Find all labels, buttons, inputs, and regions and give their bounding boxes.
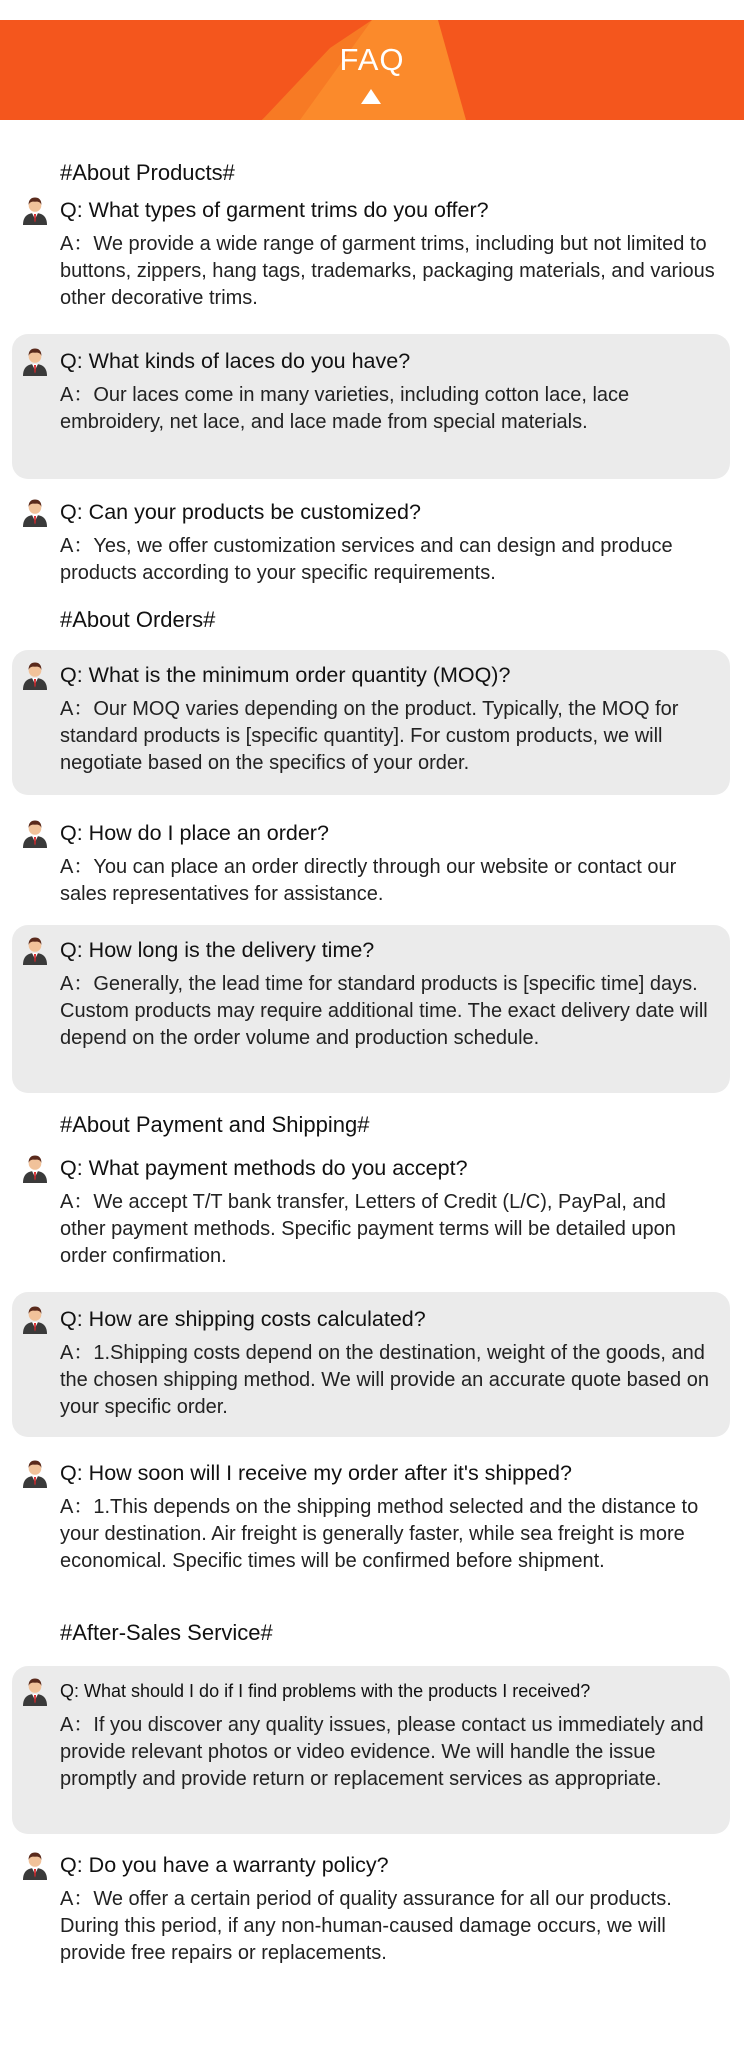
section-title-after-sales: #After-Sales Service# — [60, 1620, 273, 1645]
faq-answer: A：We provide a wide range of garment trims, including but not limited to buttons, zippers, hang tags, trademarks, packaging materials, and various other decorative trims. — [60, 233, 715, 309]
faq-answer: A：If you discover any quality issues, please contact us immediately and provide relevant photos or video evidence. We will handle the issue promptly and provide return or replacement services as appropriate. — [60, 1714, 704, 1790]
faq-question: Q: What payment methods do you accept? — [60, 1156, 468, 1180]
faq-item — [12, 334, 730, 479]
triangle-up-icon — [361, 89, 381, 104]
faq-answer: A：We accept T/T bank transfer, Letters of Credit (L/C), PayPal, and other payment methods. Specific payment terms will be detailed upon order confirmation. — [60, 1191, 676, 1267]
customer-service-avatar-icon — [20, 935, 50, 965]
faq-question: Q: Can your products be customized? — [60, 500, 421, 524]
page-title: FAQ — [339, 42, 405, 77]
faq-question: Q: What kinds of laces do you have? — [60, 349, 411, 373]
customer-service-avatar-icon — [20, 1304, 50, 1334]
faq-question: Q: How do I place an order? — [60, 821, 329, 845]
faq-question: Q: What is the minimum order quantity (MOQ)? — [60, 663, 511, 687]
faq-answer: A：We offer a certain period of quality assurance for all our products. During this period, if any non-human-caused damage occurs, we will provide free repairs or replacements. — [60, 1888, 672, 1964]
faq-item — [12, 815, 730, 915]
section-title-products: #About Products# — [60, 160, 235, 185]
faq-item — [12, 1847, 730, 1977]
customer-service-avatar-icon — [20, 1850, 50, 1880]
faq-item — [12, 925, 730, 1093]
customer-service-avatar-icon — [20, 1458, 50, 1488]
faq-item — [12, 190, 730, 320]
customer-service-avatar-icon — [20, 818, 50, 848]
faq-answer: A：Our laces come in many varieties, including cotton lace, lace embroidery, net lace, and lace made from special materials. — [60, 384, 630, 433]
section-title-orders: #About Orders# — [60, 607, 216, 632]
faq-question: Q: Do you have a warranty policy? — [60, 1853, 389, 1877]
faq-answer: A：Yes, we offer customization services and can design and produce products according to your specific requirements. — [60, 535, 673, 584]
faq-item — [12, 1292, 730, 1437]
faq-answer: A：Our MOQ varies depending on the product. Typically, the MOQ for standard products is [specific quantity]. For custom products, we will negotiate based on the specifics of your order. — [60, 698, 679, 774]
faq-question: Q: What should I do if I find problems with the products I received? — [60, 1681, 591, 1701]
customer-service-avatar-icon — [20, 195, 50, 225]
faq-question: Q: What types of garment trims do you offer? — [60, 198, 489, 222]
faq-item — [12, 494, 730, 594]
faq-banner — [0, 20, 744, 120]
faq-question: Q: How are shipping costs calculated? — [60, 1307, 426, 1331]
faq-answer: A：You can place an order directly through our website or contact our sales representatives for assistance. — [60, 856, 677, 905]
faq-answer: A：1.This depends on the shipping method selected and the distance to your destination. Air freight is generally faster, while sea freight is more economical. Specific times will be confirmed before shipment. — [60, 1496, 699, 1572]
faq-item — [12, 1666, 730, 1834]
faq-answer: A：1.Shipping costs depend on the destination, weight of the goods, and the chosen shipping method. We will provide an accurate quote based on your specific order. — [60, 1342, 709, 1418]
faq-question: Q: How long is the delivery time? — [60, 938, 375, 962]
faq-question: Q: How soon will I receive my order after it's shipped? — [60, 1461, 572, 1485]
faq-item — [12, 1150, 730, 1280]
customer-service-avatar-icon — [20, 497, 50, 527]
faq-item — [12, 1455, 730, 1615]
customer-service-avatar-icon — [20, 346, 50, 376]
section-title-payment-shipping: #About Payment and Shipping# — [60, 1112, 370, 1137]
customer-service-avatar-icon — [20, 660, 50, 690]
faq-answer: A：Generally, the lead time for standard products is [specific time] days. Custom products may require additional time. The exact delivery date will depend on the order volume and production schedule. — [60, 973, 708, 1049]
faq-item — [12, 650, 730, 795]
customer-service-avatar-icon — [20, 1153, 50, 1183]
customer-service-avatar-icon — [20, 1676, 50, 1706]
